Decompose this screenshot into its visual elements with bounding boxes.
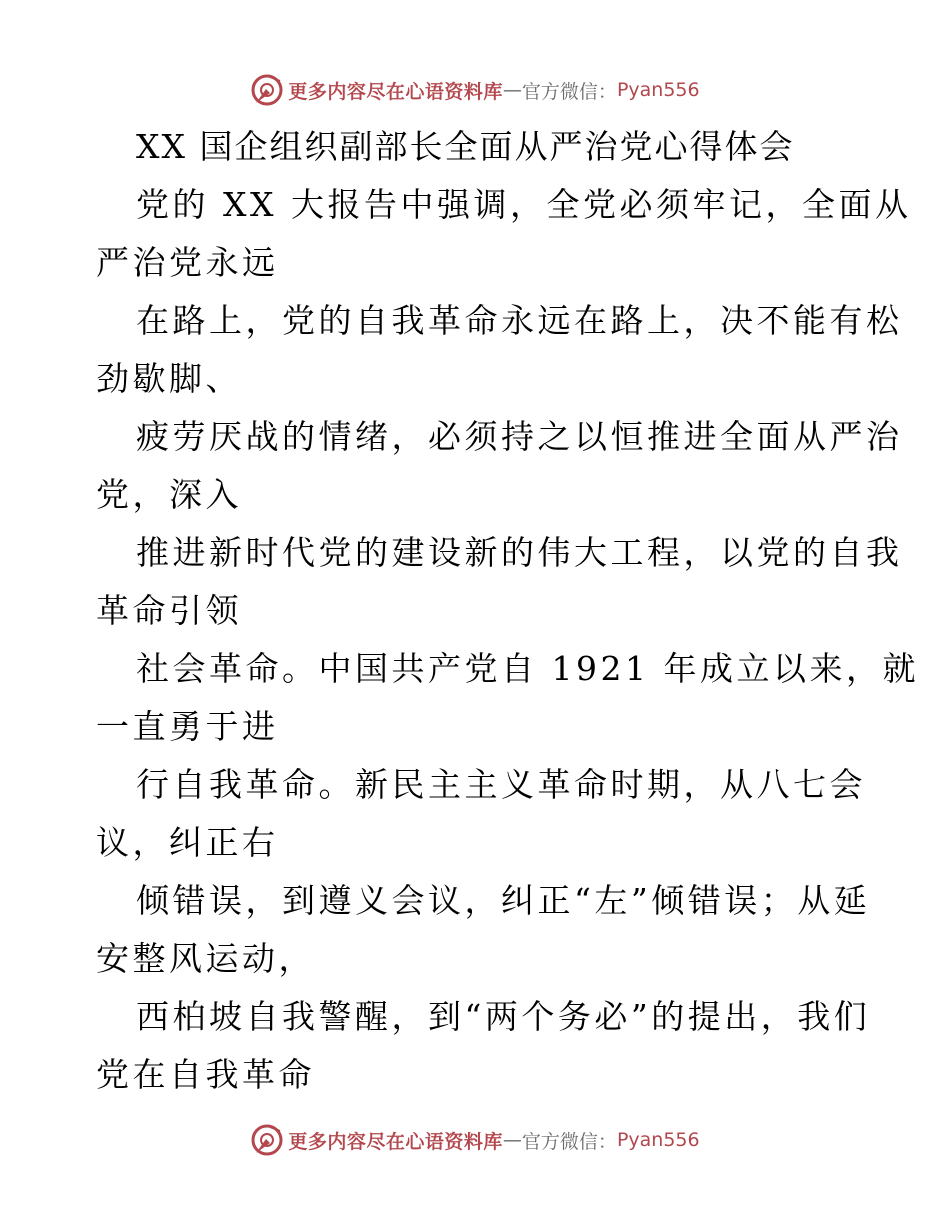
watermark-wechat-id: Pyan556 (616, 79, 700, 101)
watermark-footer (0, 1118, 950, 1162)
watermark-header (0, 68, 950, 112)
watermark-wechat-label: 官方微信： (521, 1130, 617, 1153)
watermark-main-text: 更多内容尽在心语资料库 (288, 80, 503, 103)
paragraph-line: 倾错误，到遵义会议，纠正“左”倾错误；从延 (136, 881, 871, 920)
paragraph-line: 一直勇于进 (96, 707, 279, 746)
watermark-wechat-label: 官方微信： (521, 80, 617, 103)
paragraph-line: 行自我革命。新民主主义革命时期，从八七会 (136, 765, 866, 804)
paragraph-line: 革命引领 (96, 591, 242, 630)
paragraph-line: 严治党永远 (96, 243, 279, 282)
watermark-main-text: 更多内容尽在心语资料库 (288, 1130, 503, 1153)
paragraph-line: 党的 XX 大报告中强调，全党必须牢记，全面从 (136, 185, 912, 224)
document-body (96, 118, 919, 1104)
paragraph-line: 劲歇脚、 (96, 359, 242, 398)
watermark-wechat-id: Pyan556 (616, 1129, 700, 1151)
paragraph-line: 西柏坡自我警醒，到“两个务必”的提出，我们 (136, 997, 871, 1036)
paragraph-line: 疲劳厌战的情绪，必须持之以恒推进全面从严治 (136, 417, 903, 456)
paragraph-line: 在路上，党的自我革命永远在路上，决不能有松 (136, 301, 903, 340)
paragraph-line: 安整风运动， (96, 939, 315, 978)
paragraph-line: 议，纠正右 (96, 823, 279, 862)
paragraph-line: 推进新时代党的建设新的伟大工程，以党的自我 (136, 533, 903, 572)
paragraph-line: 社会革命。中国共产党自 1921 年成立以来，就 (136, 649, 919, 688)
paragraph-line: 党在自我革命 (96, 1055, 315, 1094)
pen-nib-icon (250, 73, 284, 107)
watermark-dash: — (502, 79, 522, 101)
watermark-dash: — (502, 1129, 522, 1151)
document-title: XX 国企组织副部长全面从严治党心得体会 (136, 127, 795, 166)
document-lines (96, 176, 919, 1104)
paragraph-line: 党，深入 (96, 475, 242, 514)
pen-nib-icon (250, 1123, 284, 1157)
